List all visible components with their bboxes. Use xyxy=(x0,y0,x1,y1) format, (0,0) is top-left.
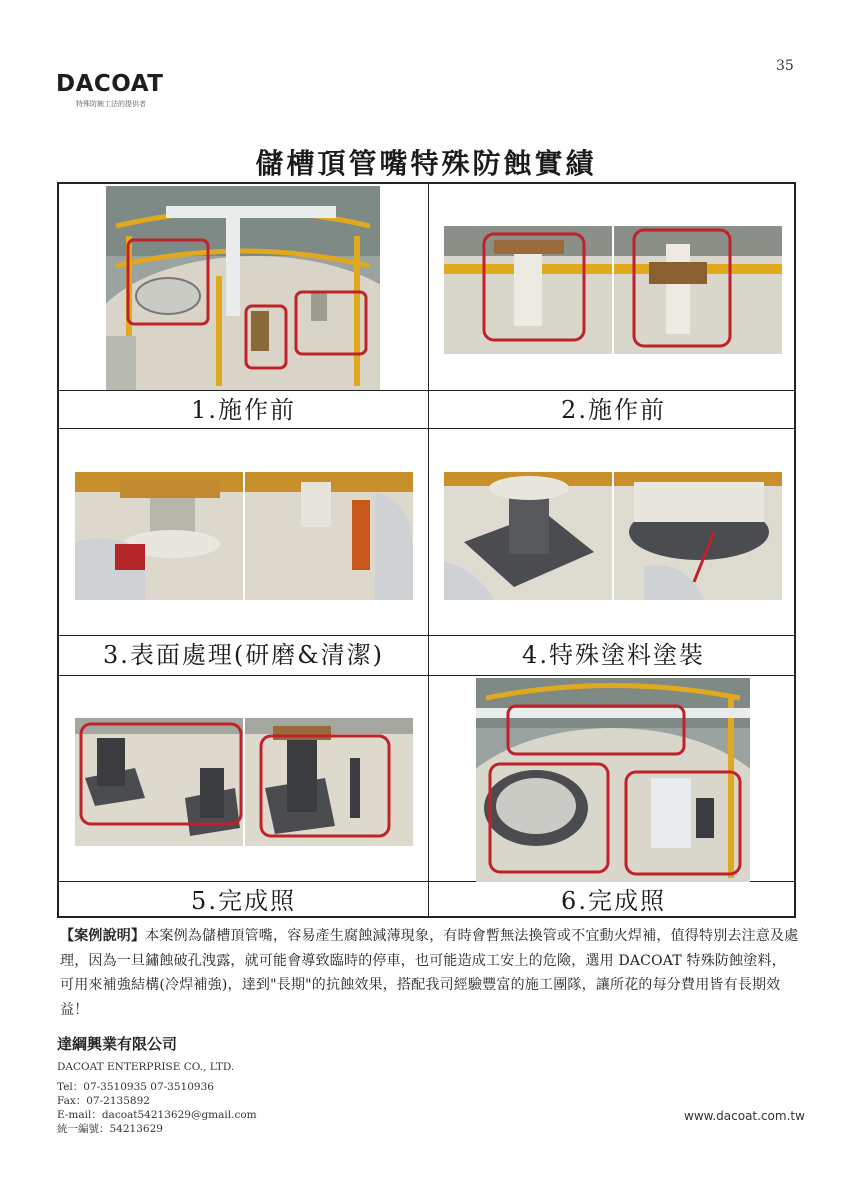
panel-caption-2: 2.施作前 xyxy=(561,396,666,424)
photo-panel-4 xyxy=(444,472,782,600)
company-fax: Fax：07-2135892 xyxy=(57,1095,150,1107)
company-info xyxy=(57,1033,257,1136)
photo-panel-5 xyxy=(75,718,413,846)
case-description-lead: 【案例說明】 xyxy=(60,928,146,944)
panel-caption-4: 4.特殊塗料塗裝 xyxy=(522,641,705,669)
page-number: 35 xyxy=(776,58,794,74)
company-name-en: DACOAT ENTERPRISE CO., LTD. xyxy=(57,1061,235,1073)
photo-panel-2 xyxy=(444,226,782,354)
grid-divider xyxy=(59,635,794,636)
website-url: www.dacoat.com.tw xyxy=(684,1109,805,1123)
case-description xyxy=(60,924,800,1022)
panel-caption-5: 5.完成照 xyxy=(191,887,296,915)
grid-divider-vertical xyxy=(428,184,429,916)
panel-caption-3: 3.表面處理(研磨&清潔) xyxy=(103,641,384,669)
grid-divider xyxy=(59,390,794,391)
case-description-body: 本案例為儲槽頂管嘴，容易產生腐蝕減薄現象，有時會暫無法換管或不宜動火焊補，值得特別去注意及處理，因為一旦鏽蝕破孔洩露，就可能會導致臨時的停車，也可能造成工安上的危險，選用 DACOAT 特殊防蝕塗料，可用來補強結構(冷焊補強)，達到"長期"的抗蝕效果，搭配我司經驗豐富的施工團隊，讓所花的每分費用皆有長期效益！ xyxy=(60,928,799,1018)
photo-panel-3 xyxy=(75,472,413,600)
grid-divider xyxy=(59,428,794,429)
company-tax-id: 統一編號：54213629 xyxy=(57,1123,163,1135)
company-name-zh: 達綱興業有限公司 xyxy=(57,1035,178,1053)
company-logo xyxy=(56,72,163,109)
page-title: 儲槽頂管嘴特殊防蝕實績 xyxy=(255,147,597,180)
panel-caption-1: 1.施作前 xyxy=(191,396,296,424)
photo-panel-1 xyxy=(106,186,380,390)
logo-wordmark: DACOAT xyxy=(56,71,164,97)
grid-divider xyxy=(59,675,794,676)
photo-grid xyxy=(57,182,796,918)
company-tel: Tel：07-3510935 07-3510936 xyxy=(57,1081,214,1093)
company-email: E-mail：dacoat54213629@gmail.com xyxy=(57,1109,257,1121)
photo-panel-6 xyxy=(476,678,750,882)
panel-caption-6: 6.完成照 xyxy=(561,887,666,915)
logo-tagline: 特殊防蝕工法的提供者 xyxy=(76,100,146,108)
